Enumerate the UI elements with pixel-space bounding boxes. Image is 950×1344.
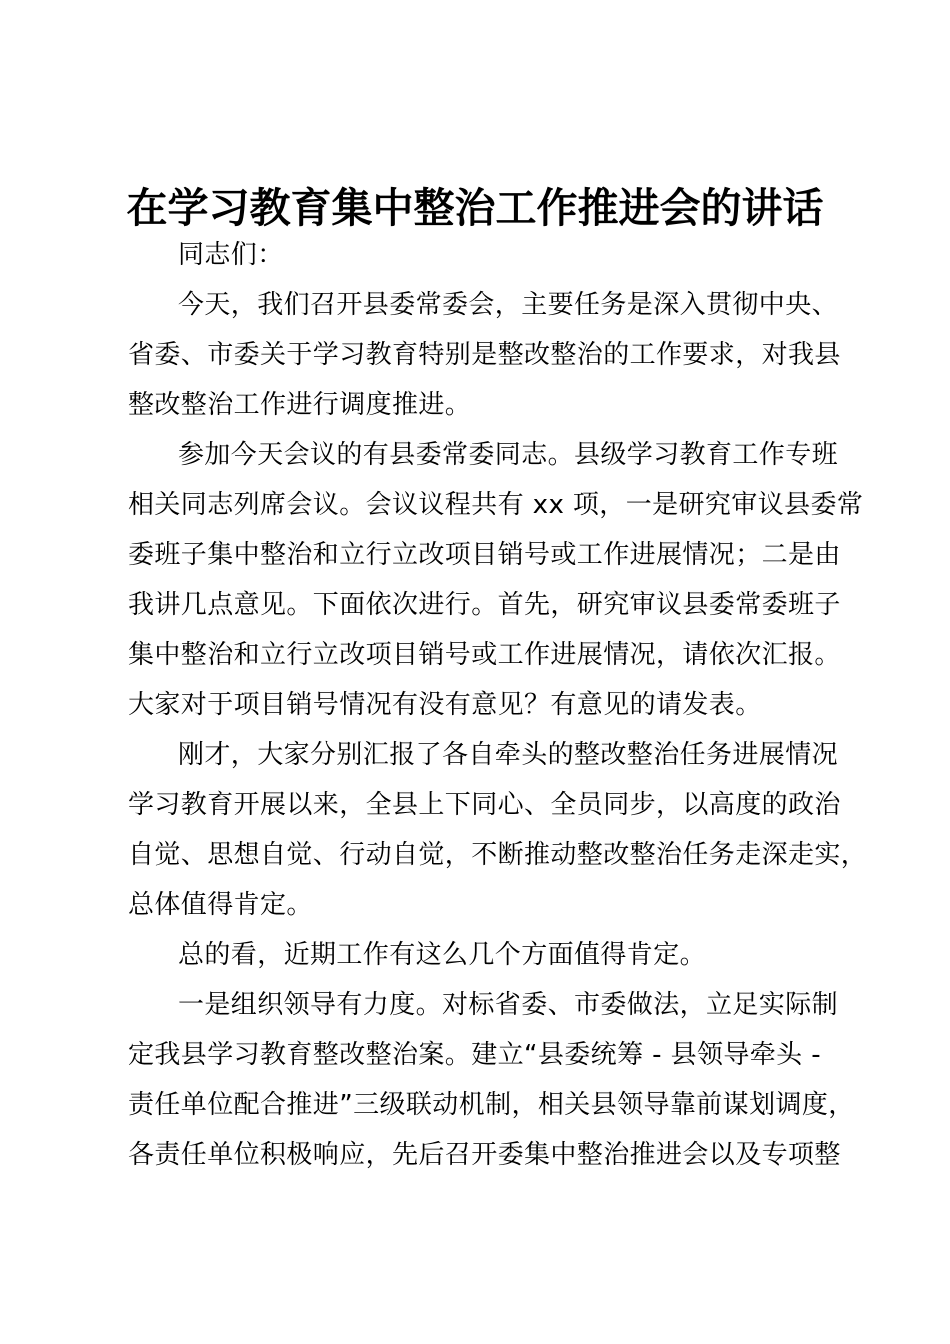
salutation: 同志们： [178,240,284,270]
paragraph-line: 相关同志列席会议。会议议程共有 xx 项，一是研究审议县委常 [128,490,864,520]
paragraph-line: 总的看，近期工作有这么几个方面值得肯定。 [178,940,707,970]
paragraph-line: 各责任单位积极响应，先后召开委集中整治推进会以及专项整 [128,1140,841,1170]
paragraph-line: 刚才，大家分别汇报了各自牵头的整改整治任务进展情况 [178,740,839,770]
paragraph-line: 学习教育开展以来，全县上下同心、全员同步，以高度的政治 [128,790,841,820]
paragraph-line: 今天，我们召开县委常委会，主要任务是深入贯彻中央、 [178,290,839,320]
paragraph-line: 省委、市委关于学习教育特别是整改整治的工作要求，对我县 [128,340,841,370]
paragraph-line: 我讲几点意见。下面依次进行。首先，研究审议县委常委班子 [128,590,841,620]
paragraph-line: 大家对于项目销号情况有没有意见？有意见的请发表。 [128,690,762,720]
paragraph-line: 一是组织领导有力度。对标省委、市委做法，立足实际制 [178,990,839,1020]
document-title: 在学习教育集中整治工作推进会的讲话 [126,184,824,232]
paragraph-line: 整改整治工作进行调度推进。 [128,390,472,420]
paragraph-line: 参加今天会议的有县委常委同志。县级学习教育工作专班 [178,440,839,470]
paragraph-line: 集中整治和立行立改项目销号或工作进展情况，请依次汇报。 [128,640,841,670]
paragraph-line: 定我县学习教育整改整治案。建立“县委统筹 - 县领导牵头 - [128,1040,822,1070]
paragraph-line: 委班子集中整治和立行立改项目销号或工作进展情况；二是由 [128,540,841,570]
paragraph-line: 责任单位配合推进”三级联动机制，相关县领导靠前谋划调度， [128,1090,855,1120]
paragraph-line: 总体值得肯定。 [128,890,313,920]
paragraph-line: 自觉、思想自觉、行动自觉，不断推动整改整治任务走深走实， [128,840,868,870]
